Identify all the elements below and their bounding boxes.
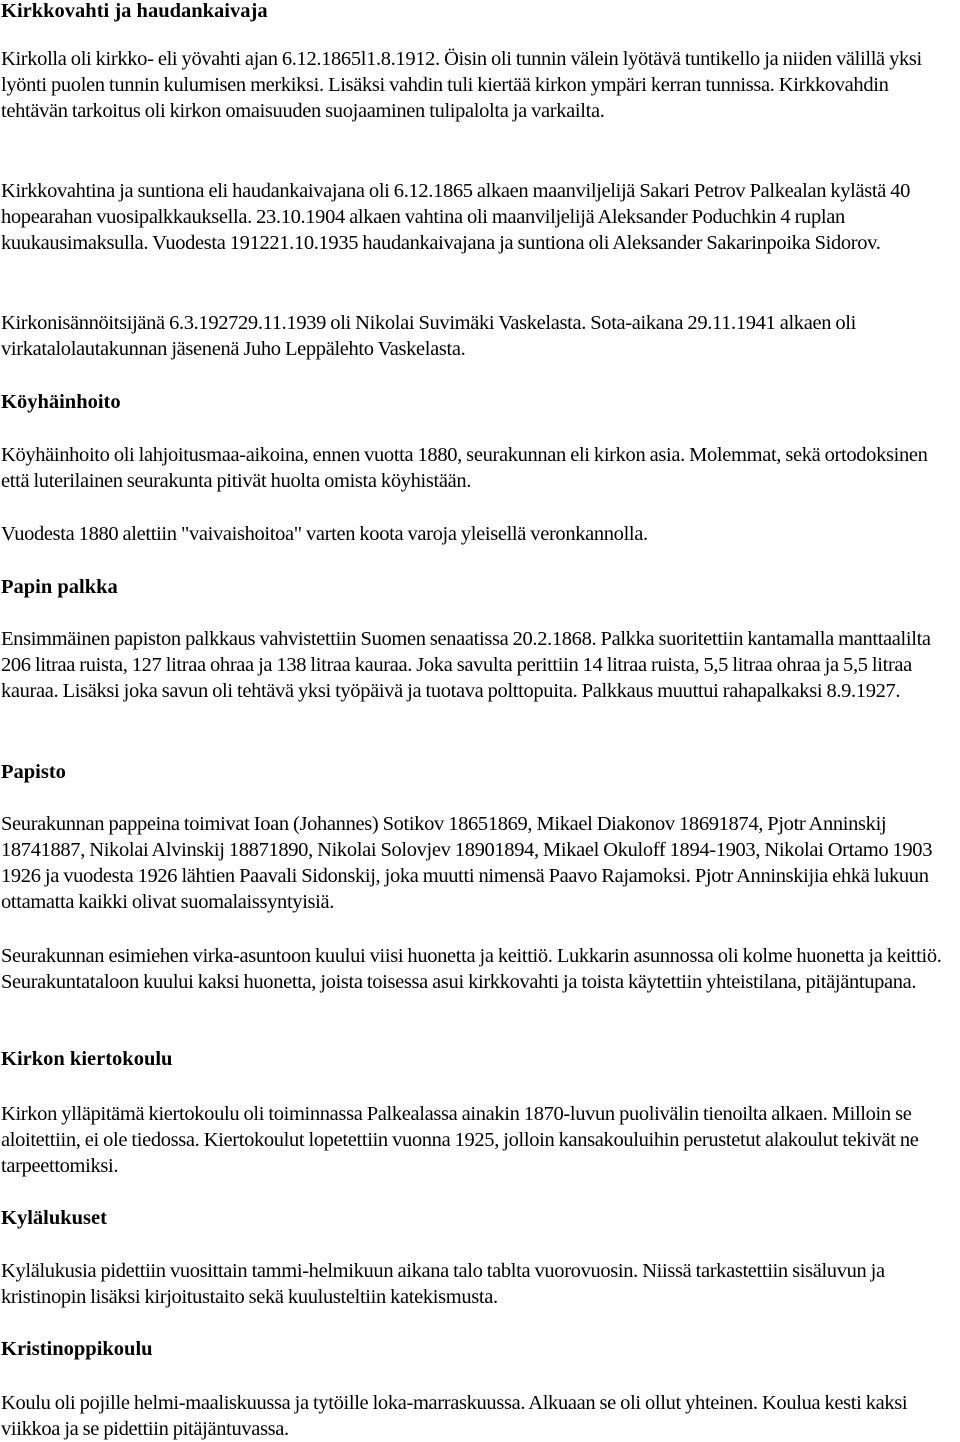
- paragraph-kirkkovahti-3: Kirkonisännöitsijänä 6.3.192729.11.1939 oli Nikolai Suvimäki Vaskelasta. Sota-aikana 29.11.1941 alkaen oli virkatalolautakunnan jäsenenä Juho Leppälehto Vaskelasta.: [1, 312, 856, 360]
- paragraph-koyhainhoito-1: Köyhäinhoito oli lahjoitusmaa-aikoina, ennen vuotta 1880, seurakunnan eli kirkon asia. Molemmat, sekä ortodoksinen että luterilainen seurakunta pitivät huolta omista köyhistään.: [1, 444, 928, 492]
- heading-koyhainhoito: Köyhäinhoito: [1, 391, 121, 413]
- paragraph-kirkkovahti-1: Kirkolla oli kirkko- eli yövahti ajan 6.12.1865l1.8.1912. Öisin oli tunnin välein lyötävä tuntikello ja niiden välillä yksi lyönti puolen tunnin kulumisen merkiksi. Lisäksi vahdin tuli kiertää kirkon ympäri kerran tunnissa. Kirkkovahdin tehtävän tarkoitus oli kirkon omaisuuden suojaaminen tulipalolta ja varkailta.: [1, 48, 922, 122]
- paragraph-kirkkovahti-2: Kirkkovahtina ja suntiona eli haudankaivajana oli 6.12.1865 alkaen maanviljelijä Sakari Petrov Palkealan kylästä 40 hopearahan vuosipalkkauksella. 23.10.1904 alkaen vahtina oli maanviljelijä Aleksander Poduchkin 4 ruplan kuukausimaksulla. Vuodesta 191221.10.1935 haudankaivajana ja suntiona oli Aleksander Sakarinpoika Sidorov.: [1, 180, 911, 254]
- paragraph-papisto-2: Seurakunnan esimiehen virka-asuntoon kuului viisi huonetta ja keittiö. Lukkarin asunnossa oli kolme huonetta ja keittiö. Seurakuntataloon kuului kaksi huonetta, joista toisessa asui kirkkovahti ja toista käytettiin yhteistilana, pitäjäntupana.: [1, 945, 942, 993]
- heading-kylalukuset: Kylälukuset: [1, 1207, 107, 1229]
- paragraph-kristinoppikoulu-1: Koulu oli pojille helmi-maaliskuussa ja tytöille loka-marraskuussa. Alkuaan se oli ollut yhteinen. Koulua kesti kaksi viikkoa ja se pidettiin pitäjäntuvassa.: [1, 1392, 908, 1440]
- paragraph-papin-palkka-1: Ensimmäinen papiston palkkaus vahvistettiin Suomen senaatissa 20.2.1868. Palkka suoritettiin kantamalla manttaalilta 206 litraa ruista, 127 litraa ohraa ja 138 litraa kauraa. Joka savulta perittiin 14 litraa ruista, 5,5 litraa ohraa ja 5,5 litraa kauraa. Lisäksi joka savun oli tehtävä yksi työpäivä ja tuotava polttopuita. Palkkaus muuttui rahapalkaksi 8.9.1927.: [1, 628, 931, 702]
- paragraph-papisto-1: Seurakunnan pappeina toimivat Ioan (Johannes) Sotikov 18651869, Mikael Diakonov 18691874, Pjotr Anninskij 18741887, Nikolai Alvinskij 18871890, Nikolai Solovjev 18901894, Mikael Okuloff 1894-1903, Nikolai Ortamo 1903 1926 ja vuodesta 1926 lähtien Paavali Sidonskij, joka muutti nimensä Paavo Rajamoksi. Pjotr Anninskijia ehkä lukuun ottamatta kaikki olivat suomalaissyntyisiä.: [1, 813, 933, 913]
- heading-papin-palkka: Papin palkka: [1, 576, 118, 598]
- heading-kristinoppikoulu: Kristinoppikoulu: [1, 1338, 153, 1360]
- paragraph-kylalukuset-1: Kylälukusia pidettiin vuosittain tammi-helmikuun aikana talo tablta vuorovuosin. Niissä tarkastettiin sisäluvun ja kristinopin lisäksi kirjoitustaito sekä kuulusteltiin katekismusta.: [1, 1260, 885, 1308]
- paragraph-koyhainhoito-2: Vuodesta 1880 alettiin "vaivaishoitoa" varten koota varoja yleisellä veronkannolla.: [1, 523, 648, 545]
- heading-kiertokoulu: Kirkon kiertokoulu: [1, 1048, 173, 1070]
- paragraph-kiertokoulu-1: Kirkon ylläpitämä kiertokoulu oli toiminnassa Palkealassa ainakin 1870-luvun puolivälin tienoilta alkaen. Milloin se aloitettiin, ei ole tiedossa. Kiertokoulut lopetettiin vuonna 1925, jolloin kansakouluihin perustetut alakoulut tekivät ne tarpeettomiksi.: [1, 1103, 919, 1177]
- heading-papisto: Papisto: [1, 761, 66, 783]
- heading-kirkkovahti: Kirkkovahti ja haudankaivaja: [1, 0, 268, 22]
